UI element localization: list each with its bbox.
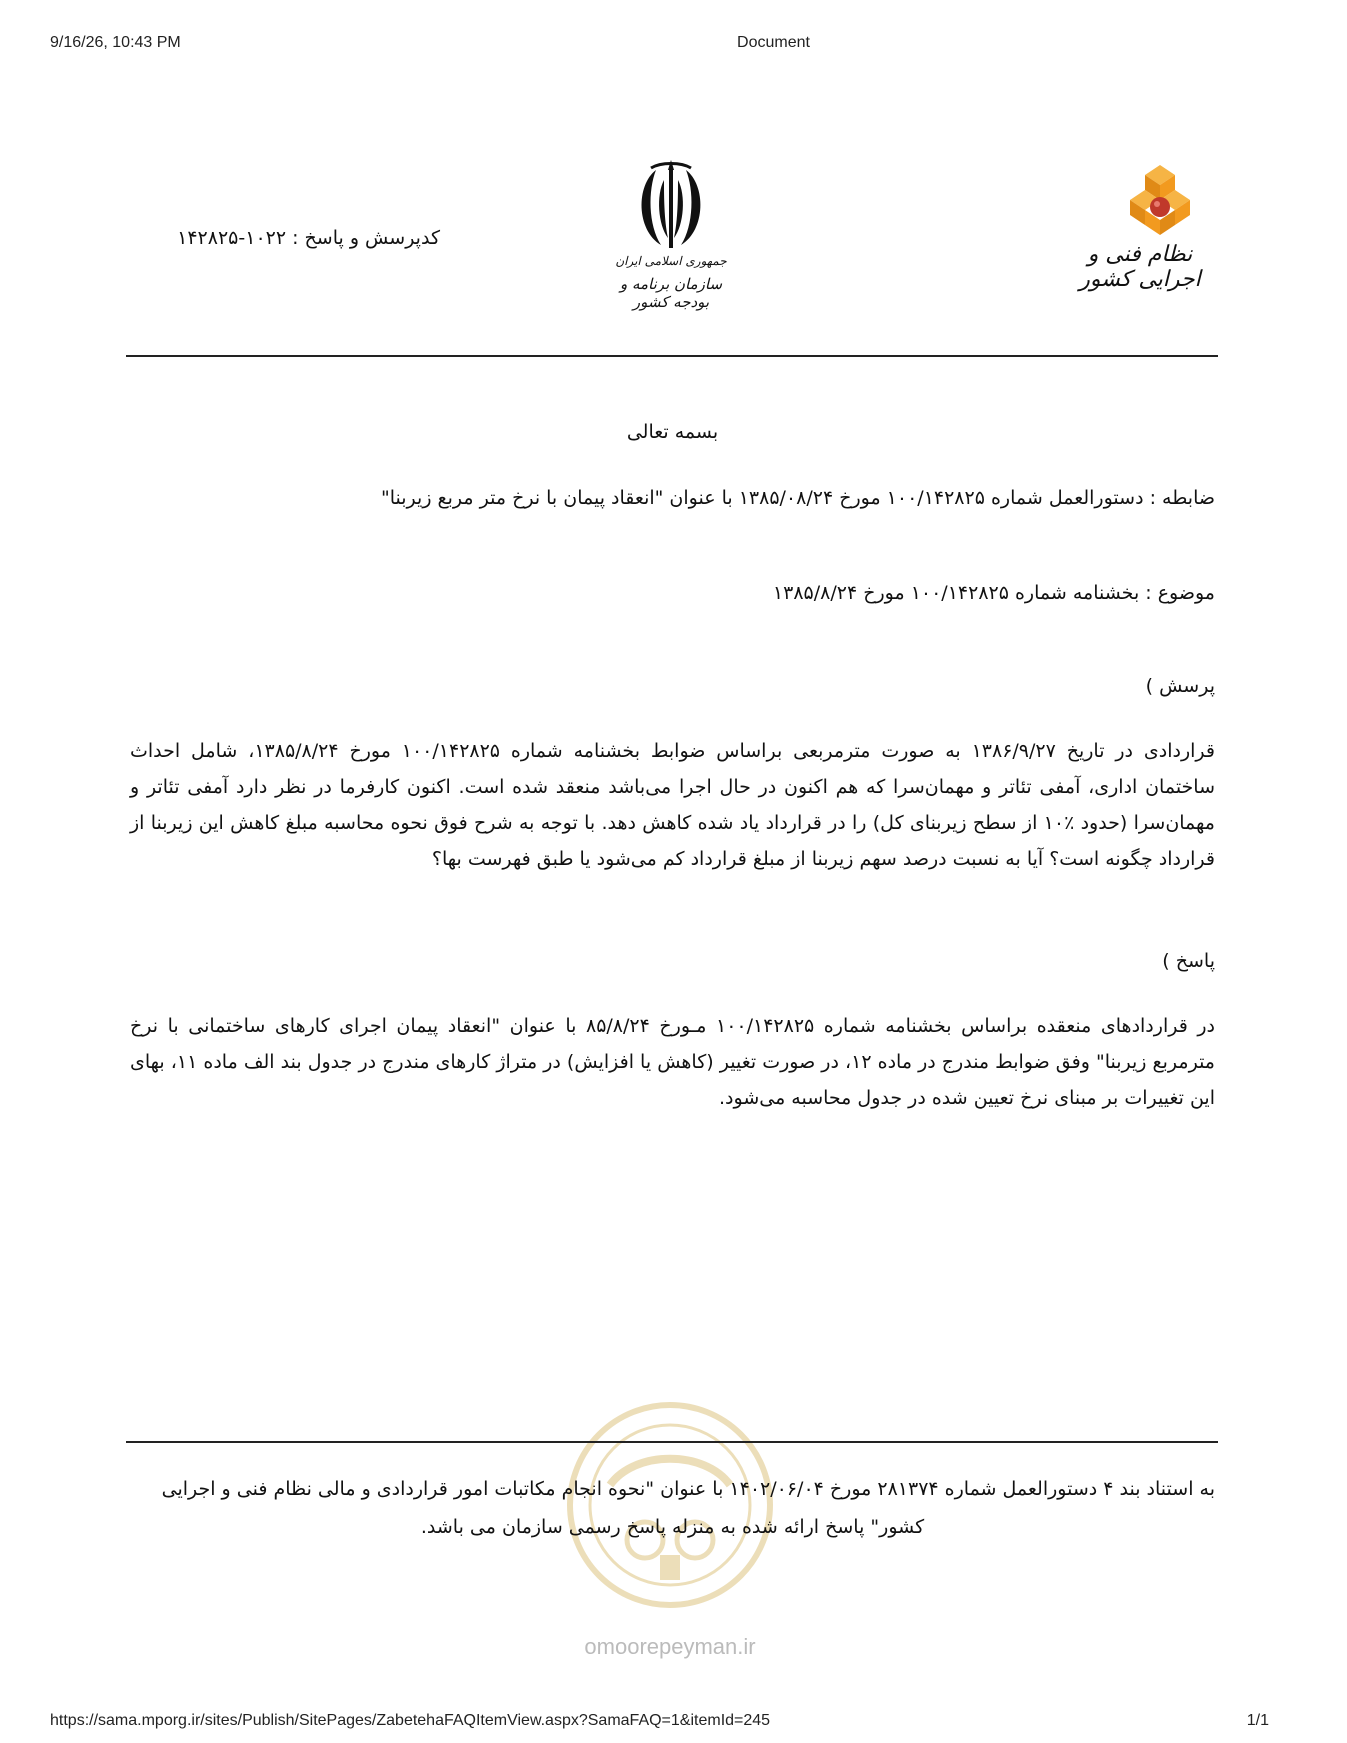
footer-note-line2: کشور" پاسخ ارائه شده به منزله پاسخ رسمی سازمان می باشد. [420, 1516, 925, 1538]
organization-logo [1060, 160, 1220, 300]
answer-heading: پاسخ ) [1162, 950, 1215, 972]
footer-divider [126, 1441, 1218, 1443]
print-header [0, 34, 1347, 58]
cube-logo-icon [1100, 160, 1220, 240]
emblem-icon [626, 160, 716, 255]
answer-body: در قراردادهای منعقده براساس بخشنامه شماره ۱۰۰/۱۴۲۸۲۵ مـورخ ۸۵/۸/۲۴ با عنوان "انعقاد پیمان اجرای کارهای ساختمانی با نرخ مترمربع زیربنا" وفق ضوابط مندرج در ماده ۱۲، در صورت تغییر (کاهش یا افزایش) در متراژ کارهای مندرج در جدول بند الف ماده ۱۱، بهای این تغییرات بر مبنای نرخ تعیین شده در جدول محاسبه می‌شود. [130, 1015, 1215, 1109]
footer-note [130, 1470, 1215, 1546]
footer-note-line1: به استناد بند ۴ دستورالعمل شماره ۲۸۱۳۷۴ مورخ ۱۴۰۲/۰۶/۰۴ با عنوان "نحوه انجام مکاتبات امور قراردادی و مالی نظام فنی و اجرایی [161, 1478, 1215, 1500]
question-heading: پرسش ) [1145, 675, 1215, 697]
national-emblem [606, 160, 736, 310]
header-divider [126, 355, 1218, 357]
print-datetime: 9/16/26, 10:43 PM [50, 34, 181, 51]
emblem-caption-country: جمهوری اسلامی ایران [615, 254, 727, 268]
organization-name: نظام فنی و اجرایی کشور [1079, 242, 1201, 292]
subject-line: موضوع : بخشنامه شماره ۱۰۰/۱۴۲۸۲۵ مورخ ۱۳۸۵/۸/۲۴ [772, 582, 1215, 604]
print-page-number: 1/1 [1246, 1712, 1269, 1729]
print-url: https://sama.mporg.ir/sites/Publish/SitePages/ZabetehaFAQItemView.aspx?SamaFAQ=1&itemId=245 [50, 1712, 771, 1729]
emblem-caption-organization: سازمان برنامه و بودجه کشور [619, 275, 723, 311]
print-title: Document [737, 34, 810, 51]
qa-code: کدپرسش و پاسخ : ۱۰۲۲-۱۴۲۸۲۵ [177, 227, 440, 249]
regulation-line: ضابطه : دستورالعمل شماره ۱۰۰/۱۴۲۸۲۵ مورخ ۱۳۸۵/۰۸/۲۴ با عنوان "انعقاد پیمان با نرخ متر مربع زیربنا" [381, 487, 1215, 509]
question-body: قراردادی در تاریخ ۱۳۸۶/۹/۲۷ به صورت مترمربعی براساس ضوابط بخشنامه شماره ۱۰۰/۱۴۲۸۲۵ مورخ ۱۳۸۵/۸/۲۴، شامل احداث ساختمان اداری، آمفی تئاتر و مهمان‌سرا که هم اکنون در حال اجرا می‌باشد منعقد شده است. اکنون کارفرما در نظر دارد آمفی تئاتر و مهمان‌سرا (حدود ٪۱۰ از سطح زیربنای کل) را در قرارداد یاد شده کاهش دهد. با توجه به شرح فوق نحوه محاسبه مبلغ کاهش این زیربنا از قرارداد چگونه است؟ آیا به نسبت درصد سهم زیربنا از مبلغ قرارداد کم می‌شود یا طبق فهرست بها؟ [130, 740, 1215, 870]
watermark-text: omoorepeyman.ir [584, 1634, 756, 1659]
bismillah-heading: بسمه تعالی [626, 421, 719, 443]
print-footer [0, 1712, 1347, 1736]
